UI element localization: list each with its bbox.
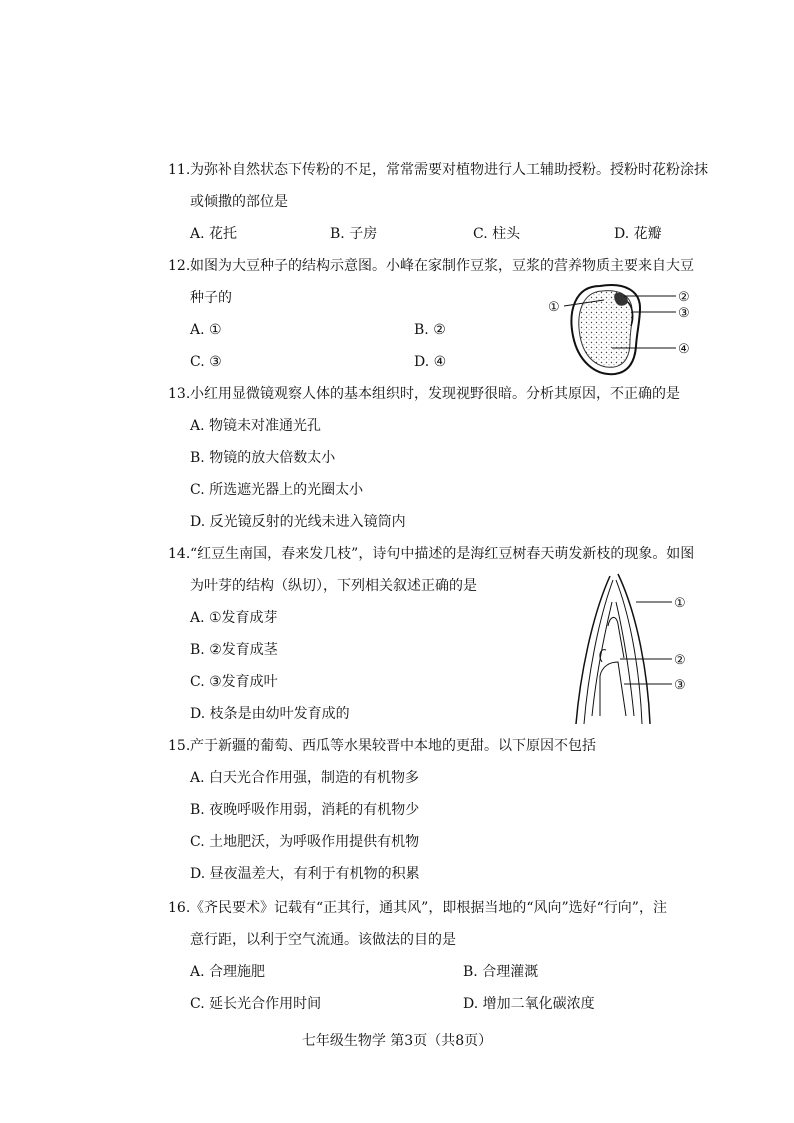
- question-14-option-c: C. ③发育成叶: [190, 674, 278, 690]
- question-16-option-c: C. 延长光合作用时间: [190, 996, 322, 1012]
- bud-outer-scale-left-inner: [584, 580, 613, 724]
- question-11-number: 11.: [168, 162, 191, 178]
- question-12-option-b: B. ②: [414, 322, 446, 338]
- figure-label-3: ③: [678, 306, 690, 321]
- question-12-stem-line-2: 种子的: [190, 290, 232, 306]
- question-13-stem-line-1: 小红用显微镜观察人体的基本组织时，发现视野很暗。分析其原因，不正确的是: [190, 386, 680, 402]
- question-13-number: 13.: [168, 386, 191, 402]
- question-14-stem-line-1: “红豆生南国，春来发几枝”，诗句中描述的是海红豆树春天萌发新枝的现象。如图: [190, 546, 695, 562]
- question-12-number: 12.: [168, 258, 191, 274]
- question-12-option-c: C. ③: [190, 354, 222, 370]
- question-16-option-b: B. 合理灌溉: [463, 964, 539, 980]
- figure-label-3: ③: [674, 678, 686, 693]
- question-15-option-a: A. 白天光合作用强，制造的有机物多: [190, 770, 420, 786]
- growth-cone: [608, 617, 624, 658]
- page-footer: 七年级生物学 第3页（共8页）: [301, 1033, 493, 1049]
- question-16-stem-line-1: 《齐民要术》记载有“正其行，通其风”，即根据当地的“风向”选好“行向”，注: [190, 900, 667, 916]
- question-13-option-a: A. 物镜未对准通光孔: [190, 418, 322, 434]
- question-15-number: 15.: [168, 738, 191, 754]
- question-15-option-c: C. 土地肥沃，为呼吸作用提供有机物: [190, 834, 420, 850]
- figure-label-1: ①: [548, 300, 560, 315]
- question-16-option-d: D. 增加二氧化碳浓度: [463, 996, 595, 1012]
- leaf-bud-figure: [566, 566, 706, 726]
- question-12-stem-line-1: 如图为大豆种子的结构示意图。小峰在家制作豆浆，豆浆的营养物质主要来自大豆: [190, 258, 694, 274]
- soybean-seed-figure: [540, 276, 710, 386]
- question-14-option-a: A. ①发育成芽: [190, 610, 278, 626]
- question-15-option-d: D. 昼夜温差大，有利于有机物的积累: [190, 866, 420, 882]
- question-13-option-d: D. 反光镜反射的光线未进入镜筒内: [190, 514, 406, 530]
- question-14-stem-line-2: 为叶芽的结构（纵切），下列相关叙述正确的是: [190, 578, 477, 594]
- question-11-option-b: B. 子房: [330, 226, 378, 242]
- question-14-number: 14.: [168, 546, 191, 562]
- question-11-stem-line-1: 为弥补自然状态下传粉的不足，常常需要对植物进行人工辅助授粉。授粉时花粉涂抹: [190, 162, 708, 178]
- question-16-stem-line-2: 意行距，以利于空气流通。该做法的目的是: [190, 932, 456, 948]
- figure-label-4: ④: [678, 342, 690, 357]
- question-13-option-c: C. 所选遮光器上的光圈太小: [190, 482, 364, 498]
- figure-label-2: ②: [674, 653, 686, 668]
- question-11-option-d: D. 花瓣: [614, 226, 662, 242]
- figure-label-2: ②: [678, 290, 690, 305]
- question-16-option-a: A. 合理施肥: [190, 964, 266, 980]
- question-14-option-d: D. 枝条是由幼叶发育成的: [190, 706, 350, 722]
- question-12-option-d: D. ④: [414, 354, 447, 370]
- question-11-stem-line-2: 或倾撒的部位是: [190, 194, 288, 210]
- figure-label-1: ①: [674, 596, 686, 611]
- question-15-option-b: B. 夜晚呼吸作用弱，消耗的有机物少: [190, 802, 420, 818]
- question-15-stem-line-1: 产于新疆的葡萄、西瓜等水果较晋中本地的更甜。以下原因不包括: [190, 738, 596, 754]
- question-12-option-a: A. ①: [190, 322, 222, 338]
- bud-axis: [600, 662, 626, 716]
- question-14-option-b: B. ②发育成茎: [190, 642, 278, 658]
- question-11-option-a: A. 花托: [190, 226, 238, 242]
- question-11-option-c: C. 柱头: [473, 226, 521, 242]
- question-16-number: 16.: [168, 900, 191, 916]
- question-13-option-b: B. 物镜的放大倍数太小: [190, 450, 336, 466]
